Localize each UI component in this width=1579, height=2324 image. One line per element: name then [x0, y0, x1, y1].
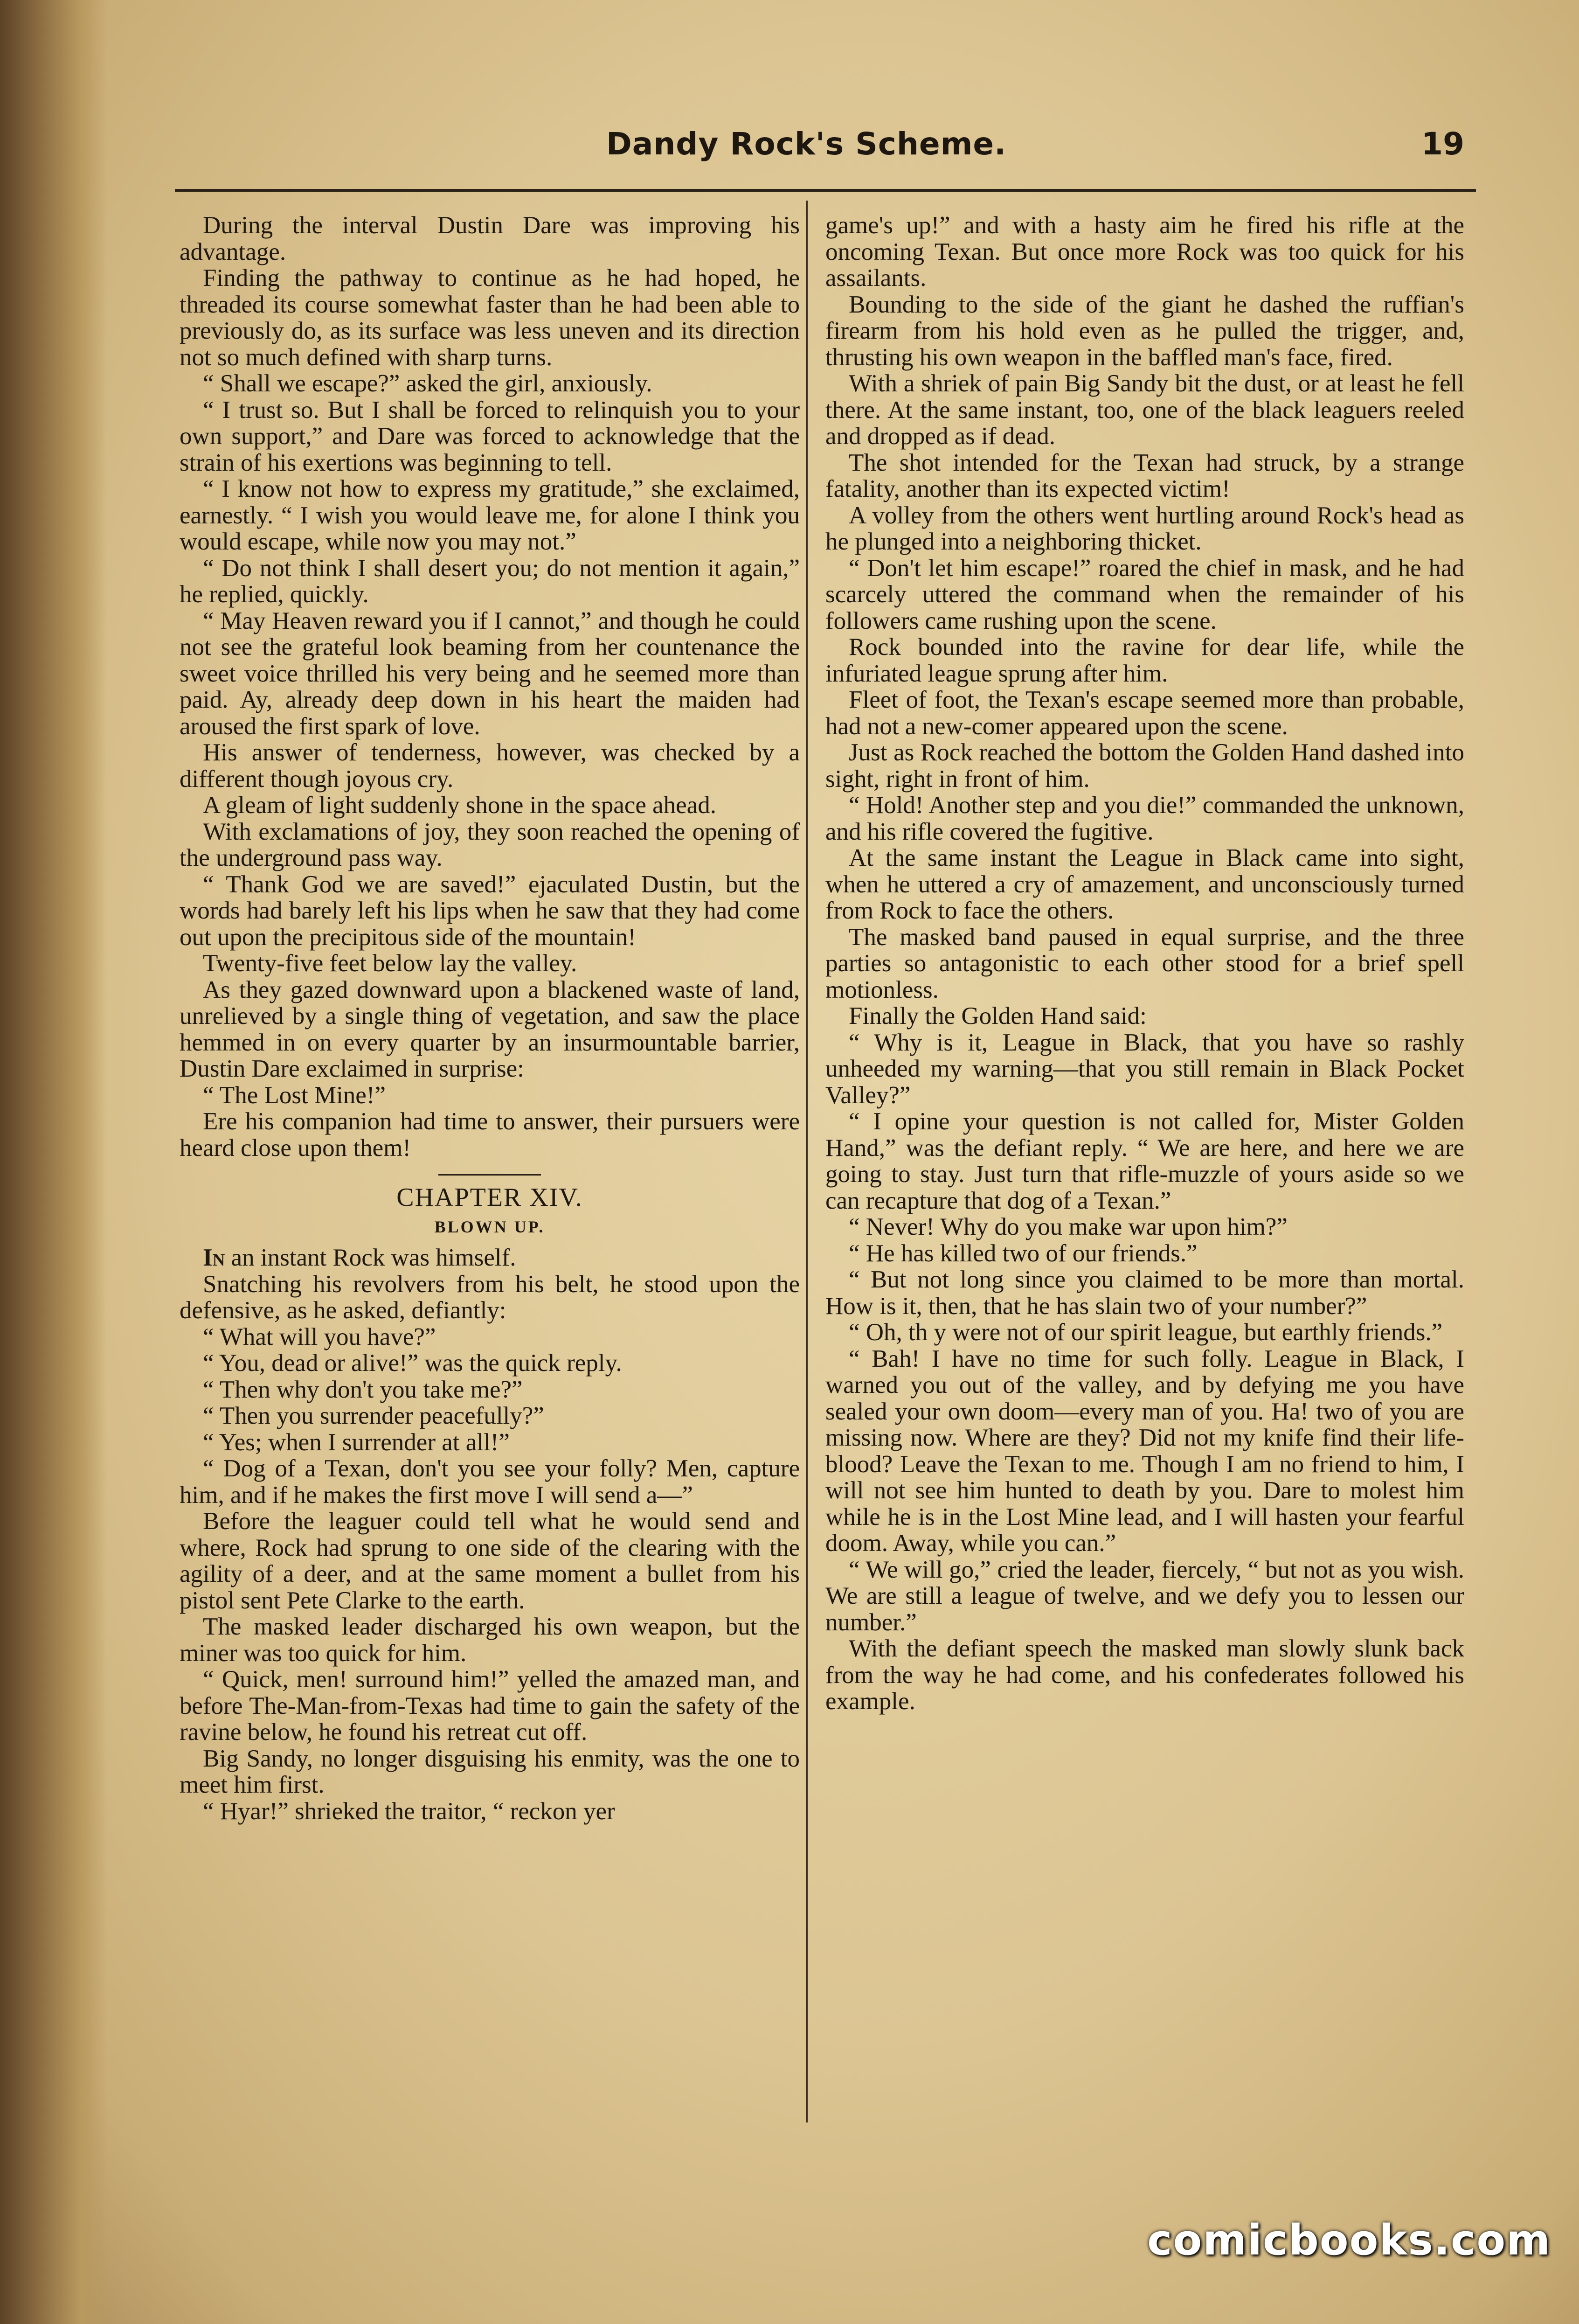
chapter-subtitle: BLOWN UP. — [434, 1217, 545, 1236]
paragraph: Before the leaguer could tell what he would send and where, Rock had sprung to one side of the clearing with the agility of a deer, and at the same moment a bullet from his pistol sent Pete Clarke to the earth. — [180, 1508, 800, 1614]
paragraph: The shot intended for the Texan had struck, by a strange fatality, another than its expected victim! — [825, 449, 1464, 502]
paragraph: The masked band paused in equal surprise, and the three parties so antagonistic to each other stood for a brief spell motionless. — [825, 923, 1464, 1003]
paragraph: “ Shall we escape?” asked the girl, anxiously. — [203, 370, 652, 397]
header-rule — [175, 189, 1476, 192]
paragraph: “ Hold! Another step and you die!” commanded the unknown, and his rifle covered the fugitive. — [825, 792, 1464, 845]
paragraph: “ Bah! I have no time for such folly. League in Black, I warned you out of the valley, and by defying me you have sealed your own doom—every man of you. Ha! two of you are missing now. Where are they? Did not my knife find their life-blood? Leave the Texan to me. Though I am no friend to him, I will not see him hunted to death by you. Dare to molest him while he is in the Lost Mine lead, and I will hasten your fearful doom. Away, while you can.” — [825, 1345, 1464, 1557]
paragraph: A gleam of light suddenly shone in the space ahead. — [203, 792, 716, 819]
paragraph: “ I trust so. But I shall be forced to relinquish you to your own support,” and Dare was forced to acknowledge that the strain of his exertions was beginning to tell. — [180, 396, 800, 476]
paragraph: Ere his companion had time to answer, their pursuers were heard close upon them! — [180, 1108, 800, 1162]
paragraph: “ Why is it, League in Black, that you have so rashly unheeded my warning—that you still remain in Black Pocket Valley?” — [825, 1029, 1464, 1109]
paragraph: With exclamations of joy, they soon reached the opening of the underground pass way. — [180, 818, 800, 871]
paragraph: “ Don't let him escape!” roared the chief in mask, and he had scarcely uttered the command when the remainder of his followers came rushing upon the scene. — [825, 554, 1464, 634]
paragraph: The masked leader discharged his own weapon, but the miner was too quick for him. — [180, 1613, 800, 1667]
paragraph: Finding the pathway to continue as he had hoped, he threaded its course somewhat faster than he had been able to previously do, as its surface was less uneven and its direction not so much defined with sharp turns. — [180, 264, 800, 371]
paragraph: Just as Rock reached the bottom the Golden Hand dashed into sight, right in front of him. — [825, 739, 1464, 793]
paragraph: At the same instant the League in Black came into sight, when he uttered a cry of amazement, and unconsciously turned from Rock to face the others. — [825, 844, 1464, 924]
chapter-first-paragraph — [180, 1245, 800, 1271]
chapter-lead-word: In — [203, 1244, 225, 1271]
paragraph: Fleet of foot, the Texan's escape seemed more than probable, had not a new-comer appeared upon the scene. — [825, 686, 1464, 740]
page-number: 19 — [1421, 126, 1464, 162]
paragraph: As they gazed downward upon a blackened waste of land, unrelieved by a single thing of vegetation, and saw the place hemmed in on every quarter by an insurmountable barrier, Dustin Dare exclaimed in surprise: — [180, 976, 800, 1082]
paragraph: “ Do not think I shall desert you; do not mention it again,” he replied, quickly. — [180, 554, 800, 608]
paragraph: “ Thank God we are saved!” ejaculated Dustin, but the words had barely left his lips when he saw that they had come out upon the precipitous side of the mountain! — [180, 870, 800, 951]
paragraph: Twenty-five feet below lay the valley. — [203, 950, 577, 977]
paragraph: With a shriek of pain Big Sandy bit the dust, or at least he fell there. At the same instant, too, one of the black leaguers reeled and dropped as if dead. — [825, 370, 1464, 450]
paragraph: “ May Heaven reward you if I cannot,” and though he could not see the grateful look beaming from her countenance the sweet voice thrilled his very being and he seemed more than paid. Ay, already deep down in his heart the maiden had aroused the first spark of love. — [180, 607, 800, 740]
paragraph: “ You, dead or alive!” was the quick reply. — [203, 1350, 622, 1377]
page-spine-shadow — [0, 0, 107, 2324]
site-watermark: comicbooks.com — [1147, 2216, 1551, 2265]
paragraph: “ He has killed two of our friends.” — [849, 1239, 1198, 1267]
paragraph: “ What will you have?” — [203, 1323, 436, 1350]
continued-paragraph: game's up!” and with a hasty aim he fired his rifle at the oncoming Texan. But once more Rock was too quick for his assailants. — [825, 212, 1464, 292]
paragraph: “ We will go,” cried the leader, fiercely, “ but not as you wish. We are still a league of twelve, and we defy you to lessen our number.” — [825, 1556, 1464, 1636]
paragraph: “ I opine your question is not called for, Mister Golden Hand,” was the defiant reply. “ We are here, and here we are going to stay. Just turn that rifle-muzzle of yours aside so we can recapture that dog of a Texan.” — [825, 1108, 1464, 1214]
chapter-title: CHAPTER XIV. — [180, 1184, 800, 1211]
paragraph: “ I know not how to express my gratitude,” she exclaimed, earnestly. “ I wish you would leave me, for alone I think you would escape, while now you may not.” — [180, 475, 800, 555]
right-column — [825, 212, 1464, 1715]
paragraph: His answer of tenderness, however, was checked by a different though joyous cry. — [180, 739, 800, 793]
page-header — [182, 126, 1478, 177]
paragraph: “ The Lost Mine!” — [203, 1081, 386, 1109]
paragraph: “ Never! Why do you make war upon him?” — [849, 1213, 1288, 1240]
chapter-first-sentence: an instant Rock was himself. — [225, 1244, 516, 1271]
paragraph: “ Then you surrender peacefully?” — [203, 1402, 544, 1429]
paragraph: During the interval Dustin Dare was improving his advantage. — [180, 212, 800, 265]
running-title: Dandy Rock's Scheme. — [606, 126, 1007, 162]
paragraph: A volley from the others went hurtling around Rock's head as he plunged into a neighboring thicket. — [825, 501, 1464, 555]
left-column — [180, 212, 800, 1824]
paragraph: Snatching his revolvers from his belt, he stood upon the defensive, as he asked, defiantly: — [180, 1270, 800, 1324]
paragraph: “ Yes; when I surrender at all!” — [203, 1428, 510, 1456]
paragraph: “ Then why don't you take me?” — [203, 1376, 523, 1403]
paragraph: Rock bounded into the ravine for dear life, while the infuriated league sprung after him. — [825, 633, 1464, 687]
paragraph: “ Quick, men! surround him!” yelled the amazed man, and before The-Man-from-Texas had time to gain the safety of the ravine below, he found his retreat cut off. — [180, 1666, 800, 1746]
paragraph: “ Hyar!” shrieked the traitor, “ reckon yer — [203, 1797, 615, 1825]
column-divider — [806, 201, 808, 2122]
paragraph: Finally the Golden Hand said: — [849, 1002, 1147, 1030]
paragraph: Bounding to the side of the giant he dashed the ruffian's firearm from his hold even as he pulled the trigger, and, thrusting his own weapon in the baffled man's face, fired. — [825, 291, 1464, 371]
paragraph: Big Sandy, no longer disguising his enmity, was the one to meet him first. — [180, 1745, 800, 1798]
paragraph: “ Dog of a Texan, don't you see your folly? Men, capture him, and if he makes the first move I will send a—” — [180, 1455, 800, 1509]
paragraph: “ Oh, th y were not of our spirit league, but earthly friends.” — [849, 1319, 1443, 1346]
paragraph: “ But not long since you claimed to be more than mortal. How is it, then, that he has slain two of your number?” — [825, 1266, 1464, 1320]
paragraph: With the defiant speech the masked man slowly slunk back from the way he had come, and his confederates followed his example. — [825, 1635, 1464, 1715]
